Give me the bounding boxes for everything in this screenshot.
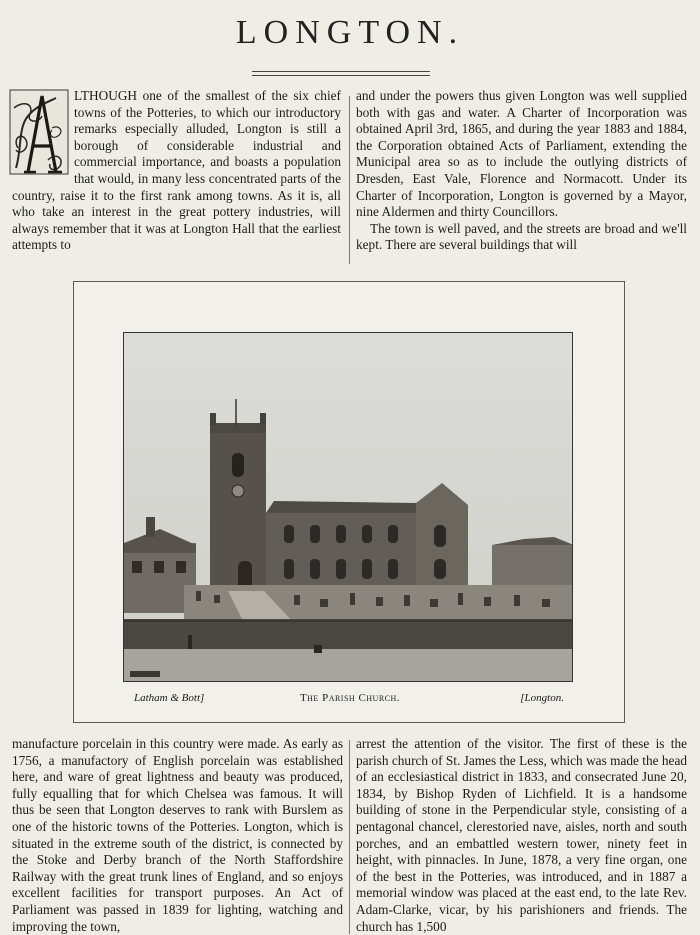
bottom-left-column: [12, 736, 343, 935]
bottom-right-paragraph: arrest the attention of the visitor. The first of these is the parish church of St. James the Less, which was made the head of an ecclesiastical district in 1833, and consecrated June 20, 1834, by Bishop Ryden of Lichfield. It is a handsome building of stone in the Perpendicular style, consisting of a pentagonal chancel, clerestoried nave, aisles, north and south porches, and an embattled western tower, ninety feet in height, with pinnacles. In June, 1878, a very fine organ, one of the best in the Potteries, was introduced, and in 1887 a memorial window was placed at the east end, to the late Rev. Adam-Clarke, vicar, by his parishioners and friends. The church has 1,500: [356, 736, 687, 934]
top-left-paragraph: LTHOUGH one of the smallest of the six chief towns of the Potteries, to which our introductory remarks especially alluded, Longton is still a borough of considerable industrial and commercial importance, and boasts a population that would, in many less concentrated parts of the country, raise it to the first rank among towns. As it is, all who take an interest in the great pottery industries, will always remember that it was at Longton Hall that the earliest attempts to: [12, 88, 341, 253]
top-right-paragraph-1: and under the powers thus given Longton was well supplied both with gas and water. A Charter of Incorporation was obtained April 3rd, 1865, and during the year 1883 and 1884, the Corporation obtained Acts of Parliament, extending the Municipal area so as to include the outlying districts of Dresden, East Vale, Florence and Normacott. Under its Charter of Incorporation, Longton is governed by a Mayor, nine Aldermen and thirty Councillors.: [356, 88, 687, 220]
illustration-plate: [73, 281, 625, 723]
photo-caption: The Parish Church.: [299, 692, 401, 704]
title-rule-lower: [252, 75, 430, 76]
top-left-column: [12, 88, 341, 254]
bottom-right-column: [356, 736, 687, 935]
top-right-paragraph-2: The town is well paved, and the streets are broad and we'll kept. There are several buildings that will: [356, 220, 687, 253]
bottom-column-divider: [349, 740, 350, 934]
parish-church-photo: [123, 332, 573, 682]
page-title: LONGTON.: [235, 14, 465, 51]
ornamental-initial: [8, 88, 70, 176]
bottom-left-paragraph: manufacture porcelain in this country were made. As early as 1756, a manufactory of English porcelain was established here, and ware of great lightness and beauty was produced, fully equalling that for which Chelsea was famous. It will thus be seen that Longton deserves to rank with Burslem as one of the historic towns of the Potteries. Longton, which is situated in the extreme south of the district, is connected by the Stoke and Derby branch of the North Staffordshire Railway with the great trunk lines of England, and so enjoys excellent facilities for transport purposes. An Act of Parliament was passed in 1839 for lighting, watching and improving the town,: [12, 736, 343, 934]
top-right-column: [356, 88, 687, 254]
title-rule: [252, 71, 430, 72]
top-column-divider: [349, 96, 350, 264]
location-credit: [Longton.: [520, 692, 564, 704]
photographer-credit: Latham & Bott]: [134, 692, 205, 704]
photo-caption-row: [74, 692, 626, 712]
